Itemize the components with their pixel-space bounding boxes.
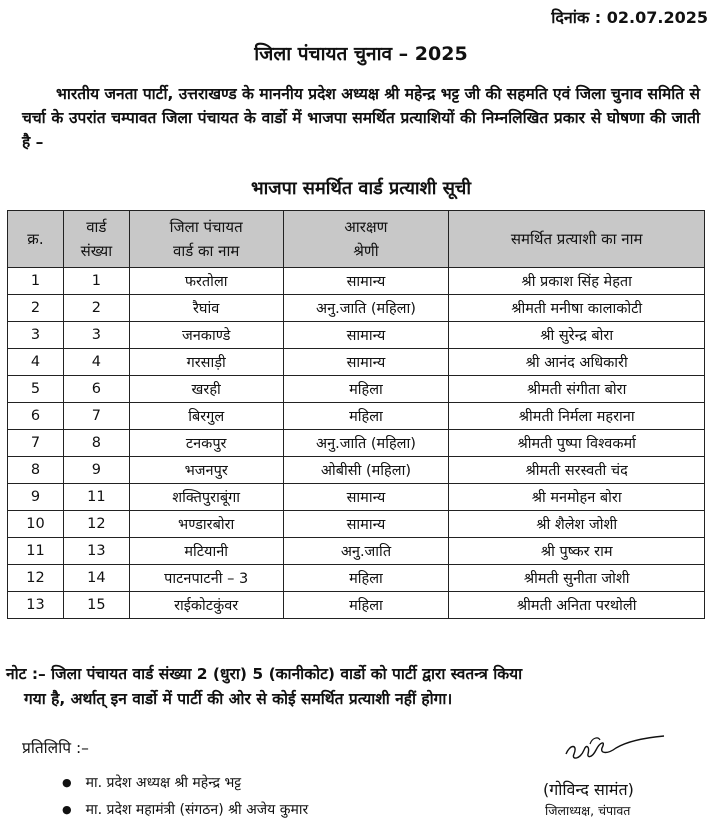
cell-sno: 2 [8, 295, 64, 322]
cell-sno: 4 [8, 349, 64, 376]
header-candidate: समर्थित प्रत्याशी का नाम [449, 211, 705, 268]
cell-ward-name: जनकाण्डे [129, 322, 283, 349]
cell-ward-no: 1 [63, 268, 129, 295]
cell-sno: 9 [8, 484, 64, 511]
table-row [8, 511, 705, 538]
cell-ward-name: भजनपुर [129, 457, 283, 484]
cell-ward-name: शक्तिपुराबूंगा [129, 484, 283, 511]
cell-candidate: श्री आनंद अधिकारी [449, 349, 705, 376]
cell-ward-no: 12 [63, 511, 129, 538]
cell-ward-name: फरतोला [129, 268, 283, 295]
cell-category: अनु.जाति (महिला) [283, 295, 449, 322]
cell-sno: 1 [8, 268, 64, 295]
copy-to-list [62, 770, 308, 824]
list-item: ● मा. प्रदेश अध्यक्ष श्री महेन्द्र भट्ट [62, 770, 308, 797]
note [6, 662, 706, 712]
cell-ward-name: मटियानी [129, 538, 283, 565]
table-row [8, 376, 705, 403]
copy-to-label: प्रतिलिपि :– [22, 739, 89, 757]
signer-name: (गोविन्द सामंत) [543, 780, 634, 799]
header-ward-name: जिला पंचायत वार्ड का नाम [129, 211, 283, 268]
cell-ward-name: खरही [129, 376, 283, 403]
cell-ward-no: 11 [63, 484, 129, 511]
cell-ward-name: राईकोटकुंवर [129, 592, 283, 619]
cell-sno: 10 [8, 511, 64, 538]
intro-paragraph: भारतीय जनता पार्टी, उत्तराखण्ड के माननीय प्रदेश अध्यक्ष श्री महेन्द्र भट्ट जी की सहमति एवं जिला चुनाव समिति से चर्चा के उपरांत चम्पावत जिला पंचायत के वार्डो में भाजपा समर्थित प्रत्याशियों की निम्नलिखित प्रकार से घोषणा की जाती है – [22, 85, 701, 151]
table-header-row [8, 211, 705, 268]
cell-ward-name: बिरगुल [129, 403, 283, 430]
cell-candidate: श्री शैलेश जोशी [449, 511, 705, 538]
table-row [8, 349, 705, 376]
cell-ward-name: रैघांव [129, 295, 283, 322]
list-item: ● मा. प्रदेश महामंत्री (संगठन) श्री अजेय कुमार [62, 797, 308, 824]
cell-candidate: श्रीमती निर्मला महराना [449, 403, 705, 430]
cell-category: अनु.जाति (महिला) [283, 430, 449, 457]
cell-ward-name: गरसाड़ी [129, 349, 283, 376]
cell-candidate: श्रीमती सुनीता जोशी [449, 565, 705, 592]
table-row [8, 322, 705, 349]
cell-category: महिला [283, 565, 449, 592]
cell-candidate: श्री प्रकाश सिंह मेहता [449, 268, 705, 295]
cell-category: सामान्य [283, 268, 449, 295]
cell-ward-no: 7 [63, 403, 129, 430]
table-row [8, 565, 705, 592]
cell-candidate: श्रीमती सरस्वती चंद [449, 457, 705, 484]
table-row [8, 484, 705, 511]
cell-sno: 6 [8, 403, 64, 430]
cell-ward-name: टनकपुर [129, 430, 283, 457]
signature-image [560, 732, 670, 768]
cell-ward-no: 15 [63, 592, 129, 619]
header-category: आरक्षण श्रेणी [283, 211, 449, 268]
note-line-1: नोट :– जिला पंचायत वार्ड संख्या 2 (धुरा) 5 (कानीकोट) वार्डो को पार्टी द्वारा स्वतन्त्र किया [6, 665, 523, 683]
cell-sno: 5 [8, 376, 64, 403]
cell-ward-no: 8 [63, 430, 129, 457]
candidates-table [7, 210, 705, 619]
cell-category: सामान्य [283, 322, 449, 349]
cell-sno: 12 [8, 565, 64, 592]
header-ward-no: वार्ड संख्या [63, 211, 129, 268]
cell-ward-no: 6 [63, 376, 129, 403]
page-title: जिला पंचायत चुनाव – 2025 [254, 43, 468, 65]
table-row [8, 268, 705, 295]
cell-candidate: श्री मनमोहन बोरा [449, 484, 705, 511]
cell-ward-no: 3 [63, 322, 129, 349]
cell-ward-no: 4 [63, 349, 129, 376]
table-row [8, 403, 705, 430]
cell-ward-name: पाटनपाटनी – 3 [129, 565, 283, 592]
cell-sno: 13 [8, 592, 64, 619]
cell-candidate: श्रीमती संगीता बोरा [449, 376, 705, 403]
cell-category: ओबीसी (महिला) [283, 457, 449, 484]
cell-sno: 8 [8, 457, 64, 484]
cell-category: सामान्य [283, 484, 449, 511]
cell-category: महिला [283, 403, 449, 430]
cell-candidate: श्रीमती अनिता परथोली [449, 592, 705, 619]
cell-category: अनु.जाति [283, 538, 449, 565]
list-title: भाजपा समर्थित वार्ड प्रत्याशी सूची [250, 178, 471, 199]
table-row [8, 430, 705, 457]
cell-sno: 11 [8, 538, 64, 565]
cell-ward-no: 2 [63, 295, 129, 322]
cell-sno: 3 [8, 322, 64, 349]
cell-ward-no: 13 [63, 538, 129, 565]
table-row [8, 457, 705, 484]
cell-candidate: श्री पुष्कर राम [449, 538, 705, 565]
cell-candidate: श्रीमती पुष्पा विश्वकर्मा [449, 430, 705, 457]
cell-candidate: श्रीमती मनीषा कालाकोटी [449, 295, 705, 322]
cell-category: महिला [283, 592, 449, 619]
cell-ward-no: 9 [63, 457, 129, 484]
table-row [8, 295, 705, 322]
table-row [8, 592, 705, 619]
cell-sno: 7 [8, 430, 64, 457]
cell-category: सामान्य [283, 349, 449, 376]
header-sno: क्र. [8, 211, 64, 268]
date-line: दिनांक : 02.07.2025 [551, 8, 708, 27]
cell-candidate: श्री सुरेन्द्र बोरा [449, 322, 705, 349]
table-row [8, 538, 705, 565]
signer-title: जिलाध्यक्ष, चंपावत [545, 803, 631, 818]
cell-ward-name: भण्डारबोरा [129, 511, 283, 538]
cell-category: महिला [283, 376, 449, 403]
cell-category: सामान्य [283, 511, 449, 538]
cell-ward-no: 14 [63, 565, 129, 592]
note-line-2: गया है, अर्थात् इन वार्डो में पार्टी की ओर से कोई समर्थित प्रत्याशी नहीं होगा। [24, 690, 453, 708]
